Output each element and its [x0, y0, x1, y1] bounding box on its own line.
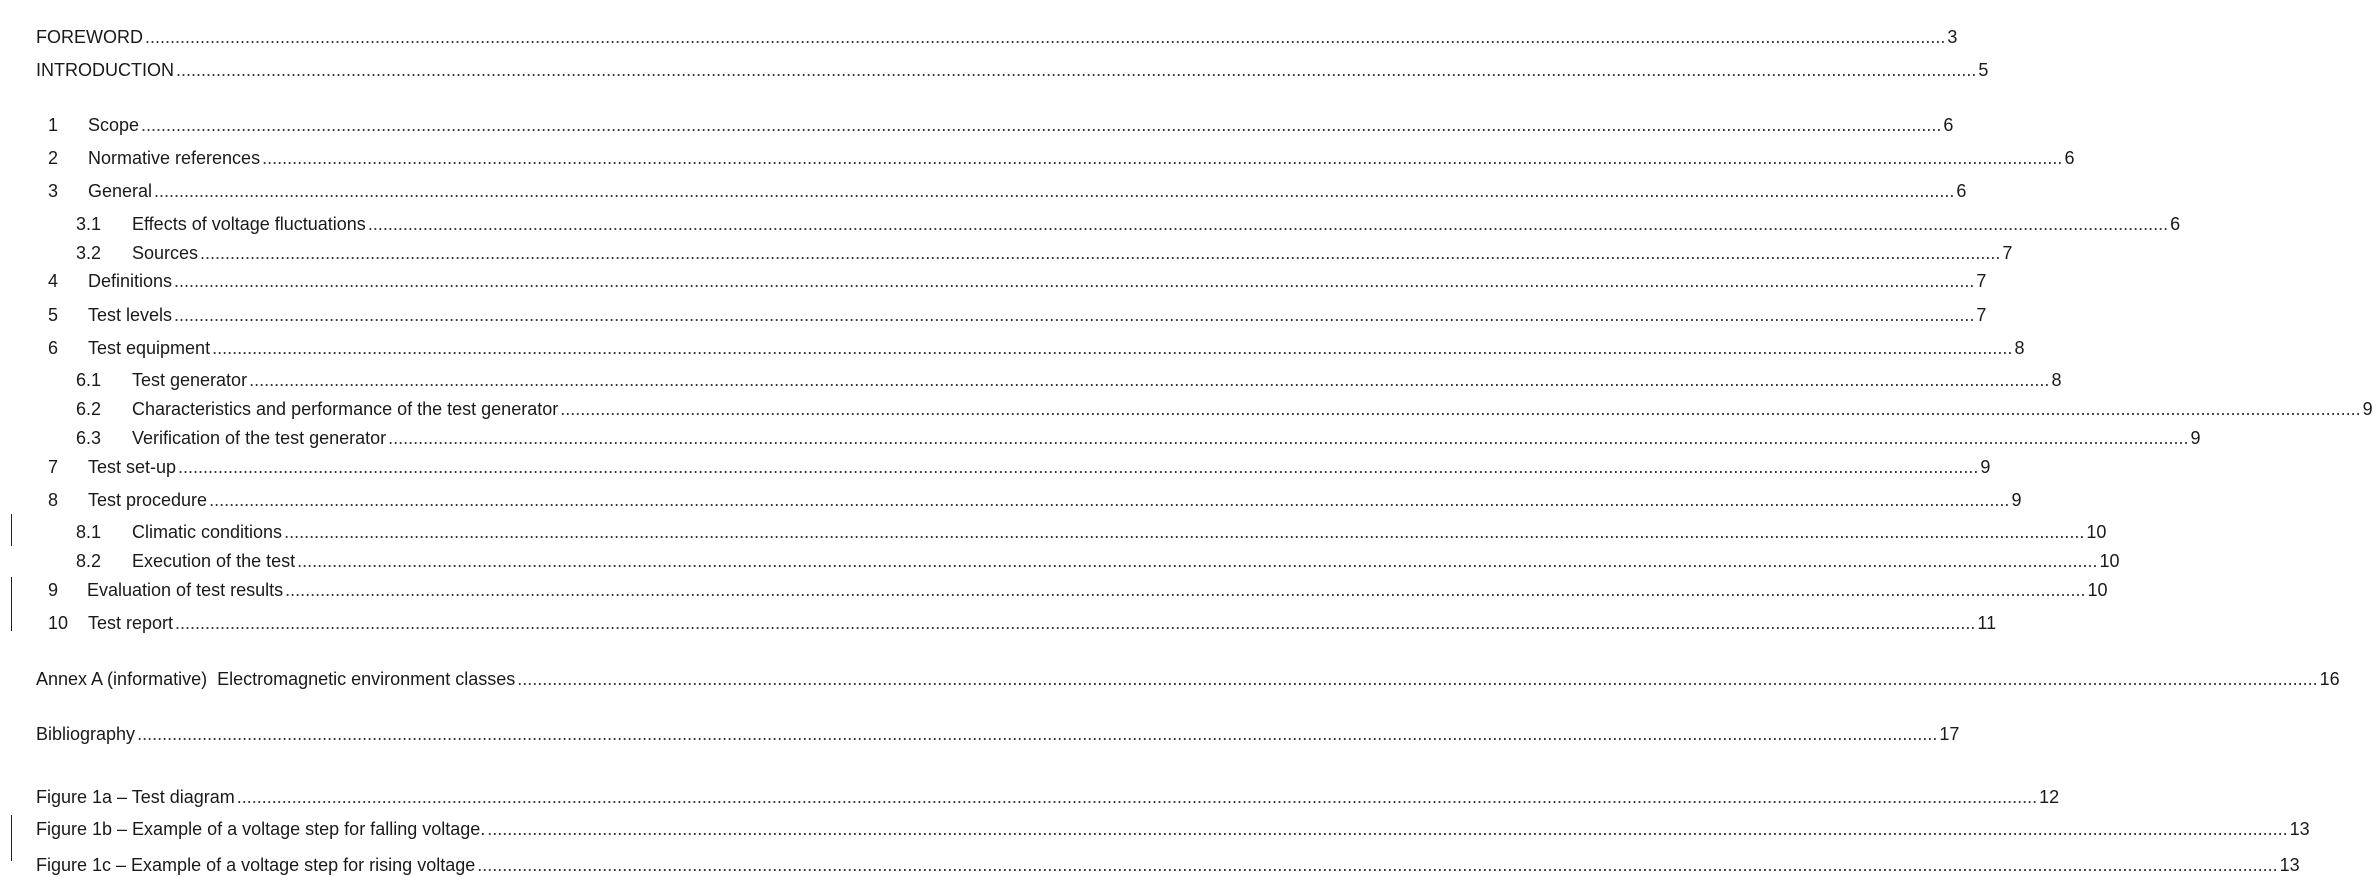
toc-entry-page: 7 [1976, 271, 1987, 291]
toc-leader-dots [487, 817, 2287, 841]
toc-entry-title: Scope [88, 115, 140, 135]
toc-entry-clause-8-1[interactable] [36, 520, 2107, 544]
toc-leader-dots [174, 269, 1974, 293]
toc-entry-figure-1c[interactable] [36, 853, 2300, 877]
toc-leader-dots [209, 488, 2009, 512]
toc-entry-page: 8 [2014, 338, 2025, 358]
toc-entry-figure-1a[interactable] [36, 785, 2060, 809]
toc-leader-dots [284, 520, 2084, 544]
toc-entry-page: 10 [2087, 580, 2108, 600]
toc-entry-page: 10 [2086, 522, 2107, 542]
toc-entry-number: 7 [48, 457, 59, 477]
toc-entry-number: 8 [48, 490, 59, 510]
toc-entry-title: Figure 1b – Example of a voltage step for falling voltage. [36, 819, 486, 839]
toc-entry-title: Test generator [132, 370, 248, 390]
toc-leader-dots [560, 397, 2360, 421]
toc-entry-title: Test set-up [88, 457, 177, 477]
toc-entry-clause-4[interactable] [36, 269, 1987, 293]
toc-leader-dots [517, 667, 2317, 691]
toc-entry-number: 6.2 [76, 399, 102, 419]
toc-entry-clause-3-2[interactable] [36, 241, 2013, 265]
toc-entry-title: Climatic conditions [132, 522, 283, 542]
toc-leader-dots [285, 578, 2085, 602]
toc-entry-number: 8.1 [76, 522, 102, 542]
toc-entry-page: 12 [2039, 787, 2060, 807]
toc-entry-number: 6.3 [76, 428, 102, 448]
toc-entry-clause-1[interactable] [36, 113, 1954, 137]
toc-leader-dots [174, 303, 1974, 327]
toc-leader-dots [262, 146, 2062, 170]
toc-entry-page: 9 [1980, 457, 1991, 477]
toc-entry-title: Sources [132, 243, 199, 263]
toc-leader-dots [141, 113, 1941, 137]
toc-entry-title: FOREWORD [36, 27, 143, 47]
toc-entry-page: 6 [2064, 148, 2075, 168]
toc-entry-title: Test equipment [88, 338, 211, 358]
toc-entry-page: 13 [2279, 855, 2300, 875]
toc-entry-page: 7 [1976, 305, 1987, 325]
toc-leader-dots [249, 368, 2049, 392]
toc-entry-clause-8[interactable] [36, 488, 2022, 512]
toc-entry-title: Evaluation of test results [87, 580, 284, 600]
toc-entry-title: Test procedure [88, 490, 208, 510]
toc-leader-dots [137, 722, 1937, 746]
revision-change-bar [11, 514, 12, 546]
toc-entry-title: Characteristics and performance of the test generator [132, 399, 559, 419]
toc-entry-number: 3 [48, 181, 59, 201]
toc-leader-dots [178, 455, 1978, 479]
toc-entry-page: 6 [2170, 214, 2181, 234]
toc-entry-page: 9 [2190, 428, 2201, 448]
toc-entry-page: 7 [2002, 243, 2013, 263]
toc-entry-title: Definitions [88, 271, 173, 291]
toc-leader-dots [212, 336, 2012, 360]
toc-entry-title: General [88, 181, 153, 201]
toc-leader-dots [237, 785, 2037, 809]
toc-entry-title: Figure 1c – Example of a voltage step for rising voltage [36, 855, 476, 875]
toc-entry-clause-6[interactable] [36, 336, 2025, 360]
toc-entry-title: Test levels [88, 305, 173, 325]
toc-entry-page: 9 [2362, 399, 2373, 419]
toc-entry-clause-8-2[interactable] [36, 549, 2120, 573]
toc-entry-page: 10 [2099, 551, 2120, 571]
toc-leader-dots [477, 853, 2277, 877]
toc-leader-dots [368, 212, 2168, 236]
toc-entry-page: 8 [2051, 370, 2062, 390]
toc-entry-page: 5 [1978, 60, 1989, 80]
toc-entry-number: 1 [48, 115, 59, 135]
toc-entry-page: 11 [1977, 613, 1997, 633]
toc-entry-figure-1b[interactable] [36, 817, 2310, 841]
toc-entry-title: Effects of voltage fluctuations [132, 214, 366, 234]
toc-entry-page: 16 [2319, 669, 2340, 689]
revision-change-bar [11, 577, 12, 631]
toc-entry-clause-3[interactable] [36, 179, 1967, 203]
toc-entry-clause-9[interactable] [36, 578, 2108, 602]
toc-leader-dots [154, 179, 1954, 203]
toc-leader-dots [200, 241, 2000, 265]
toc-entry-clause-2[interactable] [36, 146, 2075, 170]
toc-entry-number: 8.2 [76, 551, 102, 571]
toc-entry-title: Execution of the test [132, 551, 296, 571]
revision-change-bar [11, 815, 12, 861]
toc-entry-title: Verification of the test generator [132, 428, 387, 448]
toc-entry-number: 3.2 [76, 243, 102, 263]
toc-entry-clause-6-1[interactable] [36, 368, 2062, 392]
toc-entry-clause-5[interactable] [36, 303, 1987, 327]
toc-entry-title: Bibliography [36, 724, 136, 744]
toc-entry-number: 5 [48, 305, 59, 325]
toc-entry-foreword[interactable] [36, 25, 1958, 49]
toc-entry-title: Test report [88, 613, 174, 633]
toc-entry-page: 6 [1943, 115, 1954, 135]
toc-entry-number: 3.1 [76, 214, 102, 234]
toc-entry-clause-6-2[interactable] [36, 397, 2373, 421]
toc-entry-clause-10[interactable] [36, 611, 1997, 635]
toc-entry-page: 6 [1956, 181, 1967, 201]
toc-entry-introduction[interactable] [36, 58, 1989, 82]
toc-entry-title: Normative references [88, 148, 261, 168]
toc-entry-annex-a[interactable] [36, 667, 2340, 691]
toc-entry-number: 9 [48, 580, 59, 600]
toc-leader-dots [176, 58, 1976, 82]
toc-entry-title: Figure 1a – Test diagram [36, 787, 235, 807]
toc-entry-bibliography[interactable] [36, 722, 1960, 746]
toc-entry-number: 6.1 [76, 370, 102, 390]
toc-entry-title: Annex A (informative) Electromagnetic environment classes [36, 669, 516, 689]
toc-leader-dots [175, 611, 1975, 635]
toc-leader-dots [145, 25, 1945, 49]
toc-entry-number: 10 [48, 613, 69, 633]
toc-entry-clause-6-3[interactable] [36, 426, 2201, 450]
toc-entry-title: INTRODUCTION [36, 60, 174, 80]
toc-entry-clause-7[interactable] [36, 455, 1991, 479]
toc-entry-page: 3 [1947, 27, 1958, 47]
toc-entry-page: 13 [2289, 819, 2310, 839]
toc-entry-page: 17 [1939, 724, 1960, 744]
toc-leader-dots [297, 549, 2097, 573]
toc-entry-number: 6 [48, 338, 59, 358]
toc-entry-number: 2 [48, 148, 59, 168]
toc-entry-clause-3-1[interactable] [36, 212, 2181, 236]
toc-entry-number: 4 [48, 271, 59, 291]
toc-leader-dots [388, 426, 2188, 450]
toc-entry-figure-1c-clip [0, 855, 2300, 875]
toc-entry-page: 9 [2011, 490, 2022, 510]
